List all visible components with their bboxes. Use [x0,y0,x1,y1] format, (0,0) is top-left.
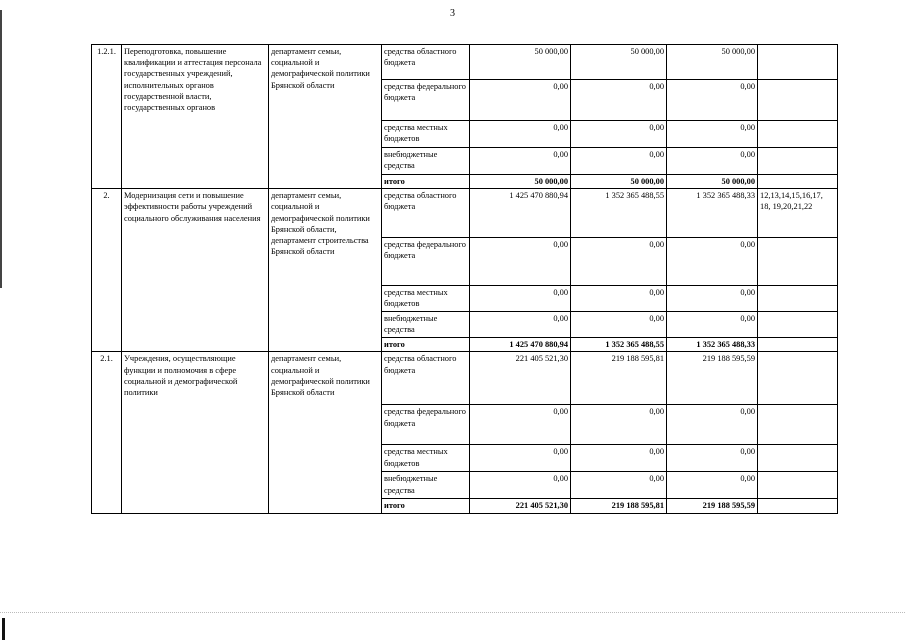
amount-year-1: 0,00 [470,405,571,445]
amount-year-2: 50 000,00 [571,175,667,189]
amount-year-1: 0,00 [470,445,571,472]
amount-year-1: 0,00 [470,238,571,286]
page-number: 3 [450,8,455,19]
indicator-numbers [758,80,838,121]
amount-year-3: 0,00 [667,445,758,472]
indicator-numbers [758,121,838,148]
amount-year-2: 1 352 365 488,55 [571,189,667,238]
funding-source: средства федерального бюджета [382,80,470,121]
amount-year-3: 0,00 [667,121,758,148]
amount-year-2: 219 188 595,81 [571,352,667,405]
amount-year-2: 0,00 [571,148,667,175]
funding-source: внебюджетные средства [382,472,470,499]
amount-year-1: 0,00 [470,148,571,175]
scan-noise-line [0,612,905,614]
funding-source: средства областного бюджета [382,352,470,405]
item-executor: департамент семьи, социальной и демографической политики Брянской области [269,352,382,513]
scan-edge-mark [2,618,5,640]
funding-source: внебюджетные средства [382,312,470,338]
item-name: Учреждения, осуществляющие функции и полномочия в сфере социальной и демографической политики [122,352,269,513]
amount-year-1: 1 425 470 880,94 [470,338,571,352]
funding-source: средства местных бюджетов [382,286,470,312]
indicator-numbers [758,445,838,472]
amount-year-1: 50 000,00 [470,175,571,189]
amount-year-2: 219 188 595,81 [571,499,667,513]
indicator-numbers [758,405,838,445]
amount-year-1: 0,00 [470,312,571,338]
amount-year-2: 1 352 365 488,55 [571,338,667,352]
amount-year-1: 1 425 470 880,94 [470,189,571,238]
item-number: 2.1. [92,352,122,513]
funding-source: средства федерального бюджета [382,238,470,286]
amount-year-2: 0,00 [571,238,667,286]
amount-year-2: 0,00 [571,405,667,445]
amount-year-3: 0,00 [667,312,758,338]
amount-year-1: 221 405 521,30 [470,352,571,405]
indicator-numbers [758,312,838,338]
funding-source: средства областного бюджета [382,189,470,238]
table-row [92,45,838,80]
amount-year-3: 1 352 365 488,33 [667,189,758,238]
item-name: Переподготовка, повышение квалификации и аттестация персонала государственных учреждений, исполнительных органов государственной власти, государственных органов [122,45,269,189]
amount-year-2: 0,00 [571,472,667,499]
amount-year-1: 221 405 521,30 [470,499,571,513]
item-number: 2. [92,189,122,352]
amount-year-1: 0,00 [470,80,571,121]
funding-source: средства федерального бюджета [382,405,470,445]
indicator-numbers [758,352,838,405]
item-executor: департамент семьи, социальной и демографической политики Брянской области, департамент строительства Брянской области [269,189,382,352]
amount-year-3: 1 352 365 488,33 [667,338,758,352]
funding-source: итого [382,338,470,352]
funding-source: средства местных бюджетов [382,445,470,472]
table-row [92,189,838,238]
funding-source: средства областного бюджета [382,45,470,80]
indicator-numbers [758,472,838,499]
indicator-numbers [758,286,838,312]
amount-year-2: 0,00 [571,121,667,148]
amount-year-3: 50 000,00 [667,45,758,80]
indicator-numbers: 12,13,14,15,16,17, 18, 19,20,21,22 [758,189,838,238]
table-row [92,352,838,405]
amount-year-2: 0,00 [571,286,667,312]
funding-source: внебюджетные средства [382,148,470,175]
amount-year-2: 0,00 [571,312,667,338]
indicator-numbers [758,45,838,80]
item-name: Модернизация сети и повышение эффективности работы учреждений социального обслуживания населения [122,189,269,352]
funding-source: итого [382,499,470,513]
amount-year-3: 0,00 [667,80,758,121]
scan-margin-line [0,10,5,288]
budget-table [91,44,838,514]
item-number: 1.2.1. [92,45,122,189]
indicator-numbers [758,499,838,513]
amount-year-2: 50 000,00 [571,45,667,80]
funding-source: средства местных бюджетов [382,121,470,148]
indicator-numbers [758,175,838,189]
amount-year-3: 0,00 [667,472,758,499]
amount-year-3: 0,00 [667,286,758,312]
funding-source: итого [382,175,470,189]
amount-year-1: 0,00 [470,472,571,499]
amount-year-3: 219 188 595,59 [667,352,758,405]
amount-year-2: 0,00 [571,80,667,121]
indicator-numbers [758,148,838,175]
amount-year-3: 0,00 [667,405,758,445]
amount-year-3: 0,00 [667,238,758,286]
amount-year-3: 50 000,00 [667,175,758,189]
amount-year-1: 0,00 [470,121,571,148]
indicator-numbers [758,338,838,352]
amount-year-3: 0,00 [667,148,758,175]
amount-year-1: 0,00 [470,286,571,312]
item-executor: департамент семьи, социальной и демографической политики Брянской области [269,45,382,189]
amount-year-1: 50 000,00 [470,45,571,80]
amount-year-2: 0,00 [571,445,667,472]
amount-year-3: 219 188 595,59 [667,499,758,513]
indicator-numbers [758,238,838,286]
